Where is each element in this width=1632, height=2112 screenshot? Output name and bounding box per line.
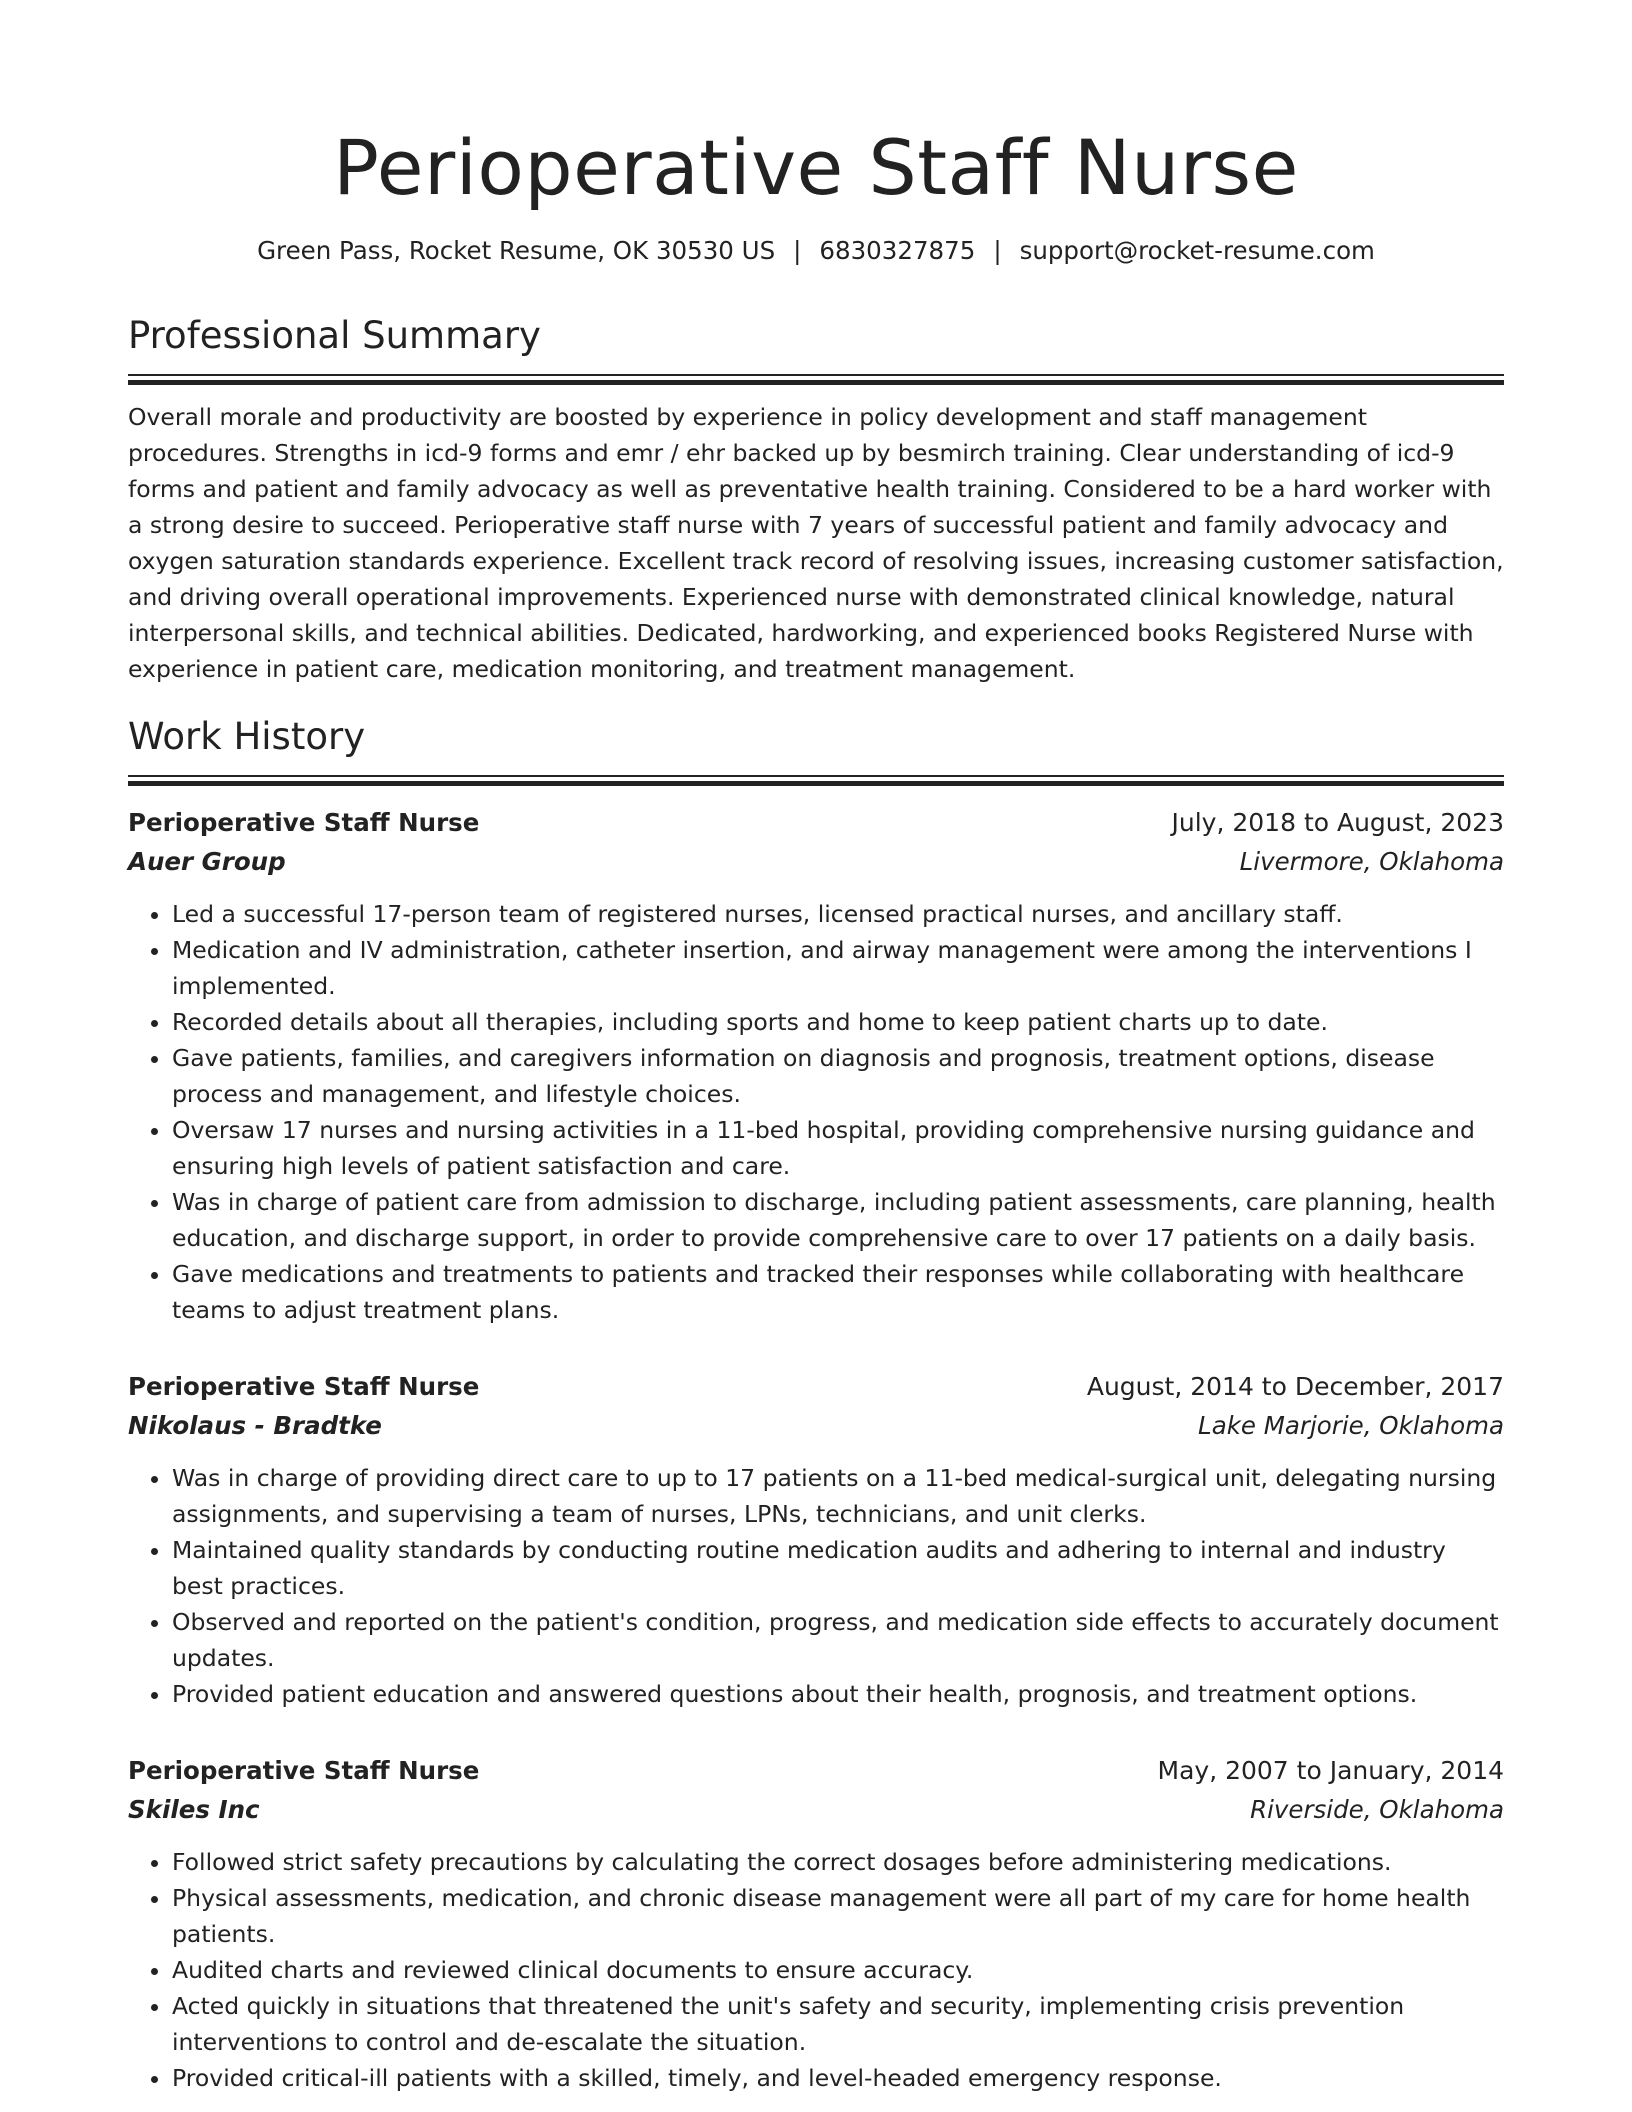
job-entry <box>128 1752 1504 2096</box>
contact-address: Green Pass, Rocket Resume, OK 30530 US <box>257 236 776 265</box>
company-name: Auer Group <box>128 847 286 876</box>
job-title: Perioperative Staff Nurse <box>128 808 480 837</box>
bullet-item: • Maintained quality standards by conducting routine medication audits and adhering to internal and industry best practices. <box>172 1532 1504 1604</box>
bullet-item: • Was in charge of patient care from admission to discharge, including patient assessments, care planning, health education, and discharge support, in order to provide comprehensive care to over 17 patients on a daily basis. <box>172 1184 1504 1256</box>
bullet-item: • Gave patients, families, and caregivers information on diagnosis and prognosis, treatment options, disease process and management, and lifestyle choices. <box>172 1040 1504 1112</box>
job-bullets <box>128 1460 1504 1712</box>
company-name: Nikolaus - Bradtke <box>128 1411 382 1440</box>
bullet-item: • Led a successful 17-person team of registered nurses, licensed practical nurses, and ancillary staff. <box>172 896 1504 932</box>
bullet-item: • Recorded details about all therapies, including sports and home to keep patient charts up to date. <box>172 1004 1504 1040</box>
job-dates: July, 2018 to August, 2023 <box>1171 808 1504 837</box>
job-title: Perioperative Staff Nurse <box>128 1756 480 1785</box>
bullet-item: • Observed and reported on the patient's condition, progress, and medication side effects to accurately document updates. <box>172 1604 1504 1676</box>
job-bullets <box>128 896 1504 1328</box>
bullet-item: • Followed strict safety precautions by calculating the correct dosages before administering medications. <box>172 1844 1504 1880</box>
summary-text: Overall morale and productivity are boosted by experience in policy development and staff management procedures. Strengths in icd-9 forms and emr / ehr backed up by besmirch training. Clear understanding of icd-9 forms and patient and family advocacy as well as preventative health training. Considered to be a hard worker with a strong desire to succeed. Perioperative staff nurse with 7 years of successful patient and family advocacy and oxygen saturation standards experience. Excellent track record of resolving issues, increasing customer satisfaction, and driving overall operational improvements. Experienced nurse with demonstrated clinical knowledge, natural interpersonal skills, and technical abilities. Dedicated, hardworking, and experienced books Registered Nurse with experience in patient care, medication monitoring, and treatment management. <box>128 403 1504 683</box>
bullet-item: • Audited charts and reviewed clinical documents to ensure accuracy. <box>172 1952 1504 1988</box>
section-heading: Work History <box>128 715 366 758</box>
bullet-item: • Provided critical-ill patients with a skilled, timely, and level-headed emergency response. <box>172 2060 1504 2096</box>
bullet-item: • Acted quickly in situations that threatened the unit's safety and security, implementing crisis prevention interventions to control and de-escalate the situation. <box>172 1988 1504 2060</box>
section-heading: Professional Summary <box>128 314 541 357</box>
contact-separator: | <box>993 236 1002 265</box>
job-entry <box>128 804 1504 1328</box>
section-divider <box>128 374 1504 385</box>
section-divider <box>128 775 1504 786</box>
contact-email: support@rocket-resume.com <box>1019 236 1375 265</box>
job-entry <box>128 1368 1504 1712</box>
contact-separator: | <box>793 236 802 265</box>
bullet-item: • Physical assessments, medication, and chronic disease management were all part of my care for home health patients. <box>172 1880 1504 1952</box>
job-location: Livermore, Oklahoma <box>1239 847 1504 876</box>
contact-phone: 6830327875 <box>819 236 976 265</box>
bullet-item: • Was in charge of providing direct care to up to 17 patients on a 11-bed medical-surgical unit, delegating nursing assignments, and supervising a team of nurses, LPNs, technicians, and unit clerks. <box>172 1460 1504 1532</box>
professional-summary-section <box>128 312 1504 687</box>
job-bullets <box>128 1844 1504 2096</box>
job-dates: May, 2007 to January, 2014 <box>1157 1756 1504 1785</box>
job-dates: August, 2014 to December, 2017 <box>1086 1372 1504 1401</box>
job-title: Perioperative Staff Nurse <box>128 1372 480 1401</box>
bullet-item: • Oversaw 17 nurses and nursing activities in a 11-bed hospital, providing comprehensive nursing guidance and ensuring high levels of patient satisfaction and care. <box>172 1112 1504 1184</box>
contact-line <box>128 234 1504 268</box>
bullet-item: • Gave medications and treatments to patients and tracked their responses while collaborating with healthcare teams to adjust treatment plans. <box>172 1256 1504 1328</box>
bullet-item: • Medication and IV administration, catheter insertion, and airway management were among the interventions I implemented. <box>172 932 1504 1004</box>
job-location: Riverside, Oklahoma <box>1250 1795 1504 1824</box>
resume-page <box>128 0 1504 2096</box>
resume-title: Perioperative Staff Nurse <box>333 123 1299 212</box>
work-history-section <box>128 713 1504 2096</box>
company-name: Skiles Inc <box>128 1795 260 1824</box>
job-location: Lake Marjorie, Oklahoma <box>1198 1411 1504 1440</box>
bullet-item: • Provided patient education and answered questions about their health, prognosis, and treatment options. <box>172 1676 1504 1712</box>
